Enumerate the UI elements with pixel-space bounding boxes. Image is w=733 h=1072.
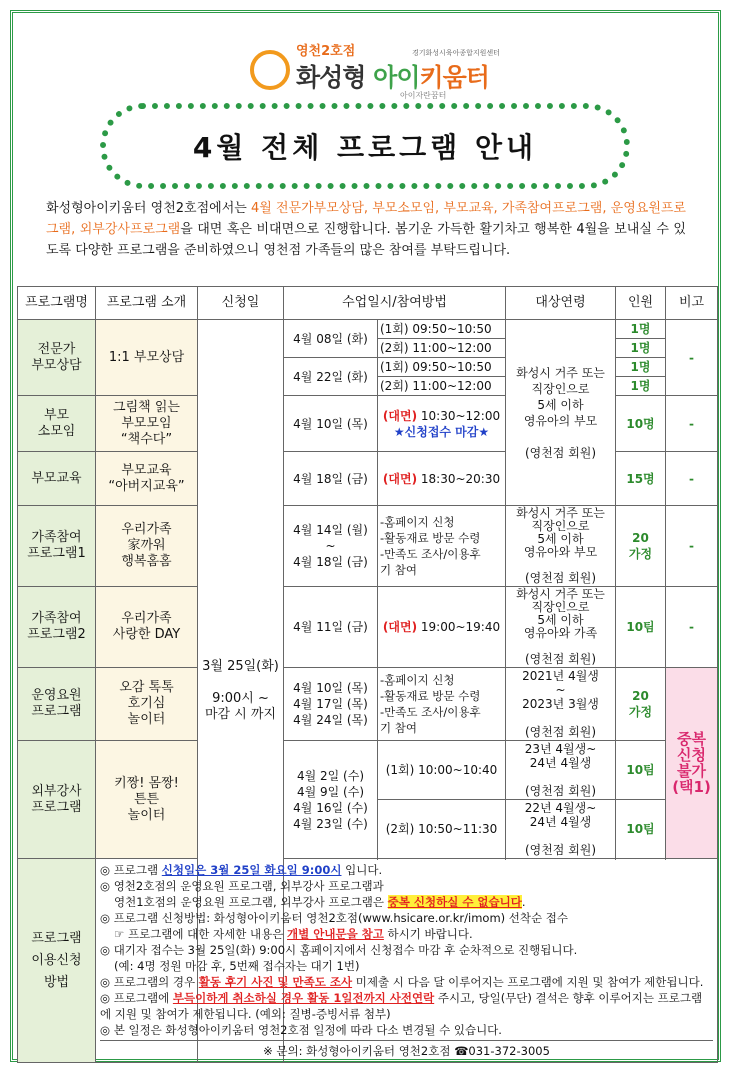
logo-name: 화성형 아이키움터 [296, 63, 489, 92]
table-row [18, 320, 718, 339]
remark: - [666, 587, 718, 668]
program-intro: 1:1 부모상담 [96, 320, 198, 396]
capacity: 10팀 [616, 587, 666, 668]
capacity: 10명 [616, 396, 666, 452]
apply-date: 3월 25일(화) 9:00시 ~ 마감 시 까지 [198, 320, 284, 1063]
class-date: 4월 08일 (화) [284, 320, 378, 358]
notes-label: 프로그램 이용신청 방법 [18, 859, 96, 1063]
program-name: 부모 소모임 [18, 396, 96, 452]
capacity: 1명 [616, 358, 666, 377]
target-age: 22년 4월생~ 24년 4월생 (영천점 회원) [506, 800, 616, 859]
header-program-name: 프로그램명 [18, 287, 96, 320]
target-age: 화성시 거주 또는 직장인으로 5세 이하 영유아와 가족 (영천점 회원) [506, 587, 616, 668]
header-remarks: 비고 [666, 287, 718, 320]
header-apply-date: 신청일 [198, 287, 284, 320]
note-4b: (예: 4명 정원 마감 후, 5번째 접수자는 대기 1번) [114, 959, 360, 973]
table-row [18, 587, 718, 668]
contact-info: ※ 문의: 화성형아이키움터 영천2호점 ☎031-372-3005 [100, 1040, 713, 1059]
class-time: (대면) 10:30~12:00 ★신청접수 마감★ [378, 396, 506, 452]
capacity: 1명 [616, 339, 666, 358]
logo [250, 36, 520, 106]
note-7: ◎ 본 일정은 화성형아이키움터 영천2호점 일정에 따라 다소 변경될 수 있습니다. [100, 1023, 502, 1037]
class-time: (1회) 10:00~10:40 [378, 741, 506, 800]
class-date: 4월 2일 (수) 4월 9일 (수) 4월 16일 (수) 4월 23일 (수) [284, 741, 378, 859]
note-2b: 영천1호점의 운영요원 프로그램, 외부강사 프로그램은 중복 신청하실 수 없습니다. [114, 895, 526, 909]
class-time: (2회) 11:00~12:00 [378, 377, 506, 396]
duplicate-not-allowed: 중복 신청 불가 (택1) [666, 668, 718, 859]
program-name: 운영요원 프로그램 [18, 668, 96, 741]
logo-tagline: 아이자란꿈터 [400, 91, 447, 100]
program-intro: 그림책 읽는 부모모임 “책수다” [96, 396, 198, 452]
closed-notice: ★신청접수 마감★ [393, 424, 490, 439]
note-2: ◎ 영천2호점의 운영요원 프로그램, 외부강사 프로그램과 [100, 879, 384, 893]
target-age: 2021년 4월생 ~ 2023년 3월생 (영천점 회원) [506, 668, 616, 741]
note-6: ◎ 프로그램에 부득이하게 취소하실 경우 활동 1일전까지 사전연락 주시고, 당일(무단) 결석은 향후 이루어지는 프로그램에 지원 및 참여가 제한됩니다. (예외: 질병-증빙서류 첨부) [100, 991, 703, 1021]
program-table [17, 286, 718, 1063]
page-title: 4월 전체 프로그램 안내 [192, 131, 538, 164]
intro-paragraph: 화성형아이키움터 영천2호점에서는 4월 전문가부모상담, 부모소모임, 부모교육, 가족참여프로그램, 운영요원프로그램, 외부강사프로그램을 대면 혹은 비대면으로 진행합니다. 봄기운 가득한 활기차고 행복한 4월을 보내실 수 있도록 다양한 프로그램을 준비하였으니 영천점 가족들의 많은 참여를 부탁드립니다. [46, 201, 686, 258]
participation-method: -홈페이지 신청 -활동재료 방문 수령 -만족도 조사/이용후 기 참여 [378, 668, 506, 741]
class-date: 4월 10일 (목) [284, 396, 378, 452]
class-time: (2회) 10:50~11:30 [378, 800, 506, 859]
note-5: ◎ 프로그램의 경우 활동 후기 사진 및 만족도 조사 미제출 시 다음 달 이루어지는 프로그램에 지원 및 참여가 제한됩니다. [100, 975, 704, 989]
remark: - [666, 320, 718, 396]
title-box [100, 103, 630, 189]
class-time: (2회) 11:00~12:00 [378, 339, 506, 358]
notes-content [96, 859, 718, 1063]
class-time: (대면) 19:00~19:40 [378, 587, 506, 668]
program-name: 부모교육 [18, 452, 96, 506]
note-3b: ☞ 프로그램에 대한 자세한 내용은 개별 안내문을 참고 하시기 바랍니다. [114, 927, 473, 941]
note-1: ◎ 프로그램 신청일은 3월 25일 화요일 9:00시 입니다. [100, 863, 383, 877]
program-intro: 오감 톡톡 호기심 놀이터 [96, 668, 198, 741]
class-date: 4월 11일 (금) [284, 587, 378, 668]
table-row [18, 506, 718, 587]
program-name: 가족참여 프로그램2 [18, 587, 96, 668]
table-row [18, 668, 718, 741]
program-name: 외부강사 프로그램 [18, 741, 96, 859]
header-capacity: 인원 [616, 287, 666, 320]
capacity: 1명 [616, 320, 666, 339]
table-row [18, 741, 718, 800]
capacity: 10팀 [616, 741, 666, 800]
class-date: 4월 14일 (월) ~ 4월 18일 (금) [284, 506, 378, 587]
participation-method: -홈페이지 신청 -활동재료 방문 수령 -만족도 조사/이용후 기 참여 [378, 506, 506, 587]
capacity: 15명 [616, 452, 666, 506]
target-age: 23년 4월생~ 24년 4월생 (영천점 회원) [506, 741, 616, 800]
table-header-row [18, 287, 718, 320]
class-date: 4월 10일 (목) 4월 17일 (목) 4월 24일 (목) [284, 668, 378, 741]
remark: - [666, 396, 718, 452]
program-intro: 우리가족 사랑한 DAY [96, 587, 198, 668]
remark: - [666, 452, 718, 506]
class-time: (1회) 09:50~10:50 [378, 320, 506, 339]
program-intro: 키짱! 몸짱! 튼튼 놀이터 [96, 741, 198, 859]
header-program-intro: 프로그램 소개 [96, 287, 198, 320]
capacity: 20 가정 [616, 668, 666, 741]
header-class-schedule: 수업일시/참여방법 [284, 287, 506, 320]
remark: - [666, 506, 718, 587]
notes-row [18, 859, 718, 1063]
class-time: (1회) 09:50~10:50 [378, 358, 506, 377]
capacity: 10팀 [616, 800, 666, 859]
class-time: (대면) 18:30~20:30 [378, 452, 506, 506]
note-3: ◎ 프로그램 신청방법: 화성형아이키움터 영천2호점(www.hsicare.or.kr/imom) 선착순 접수 [100, 911, 568, 925]
smiley-face-icon [250, 50, 290, 90]
note-4: ◎ 대기자 접수는 3월 25일(화) 9:00시 홈페이지에서 신청접수 마감 후 순차적으로 진행됩니다. [100, 943, 578, 957]
class-date: 4월 18일 (금) [284, 452, 378, 506]
program-intro: 우리가족 家까워 행복홈홈 [96, 506, 198, 587]
program-name: 전문가 부모상담 [18, 320, 96, 396]
class-date: 4월 22일 (화) [284, 358, 378, 396]
target-age: 화성시 거주 또는 직장인으로 5세 이하 영유아와 부모 (영천점 회원) [506, 506, 616, 587]
logo-branch: 영천2호점 [296, 44, 356, 59]
capacity: 20 가정 [616, 506, 666, 587]
target-age: 화성시 거주 또는 직장인으로 5세 이하 영유아의 부모 (영천점 회원) [506, 320, 616, 506]
program-name: 가족참여 프로그램1 [18, 506, 96, 587]
gov-logo-text: 경기화성시육아종합지원센터 [412, 49, 500, 57]
capacity: 1명 [616, 377, 666, 396]
program-intro: 부모교육 “아버지교육” [96, 452, 198, 506]
header-target-age: 대상연령 [506, 287, 616, 320]
